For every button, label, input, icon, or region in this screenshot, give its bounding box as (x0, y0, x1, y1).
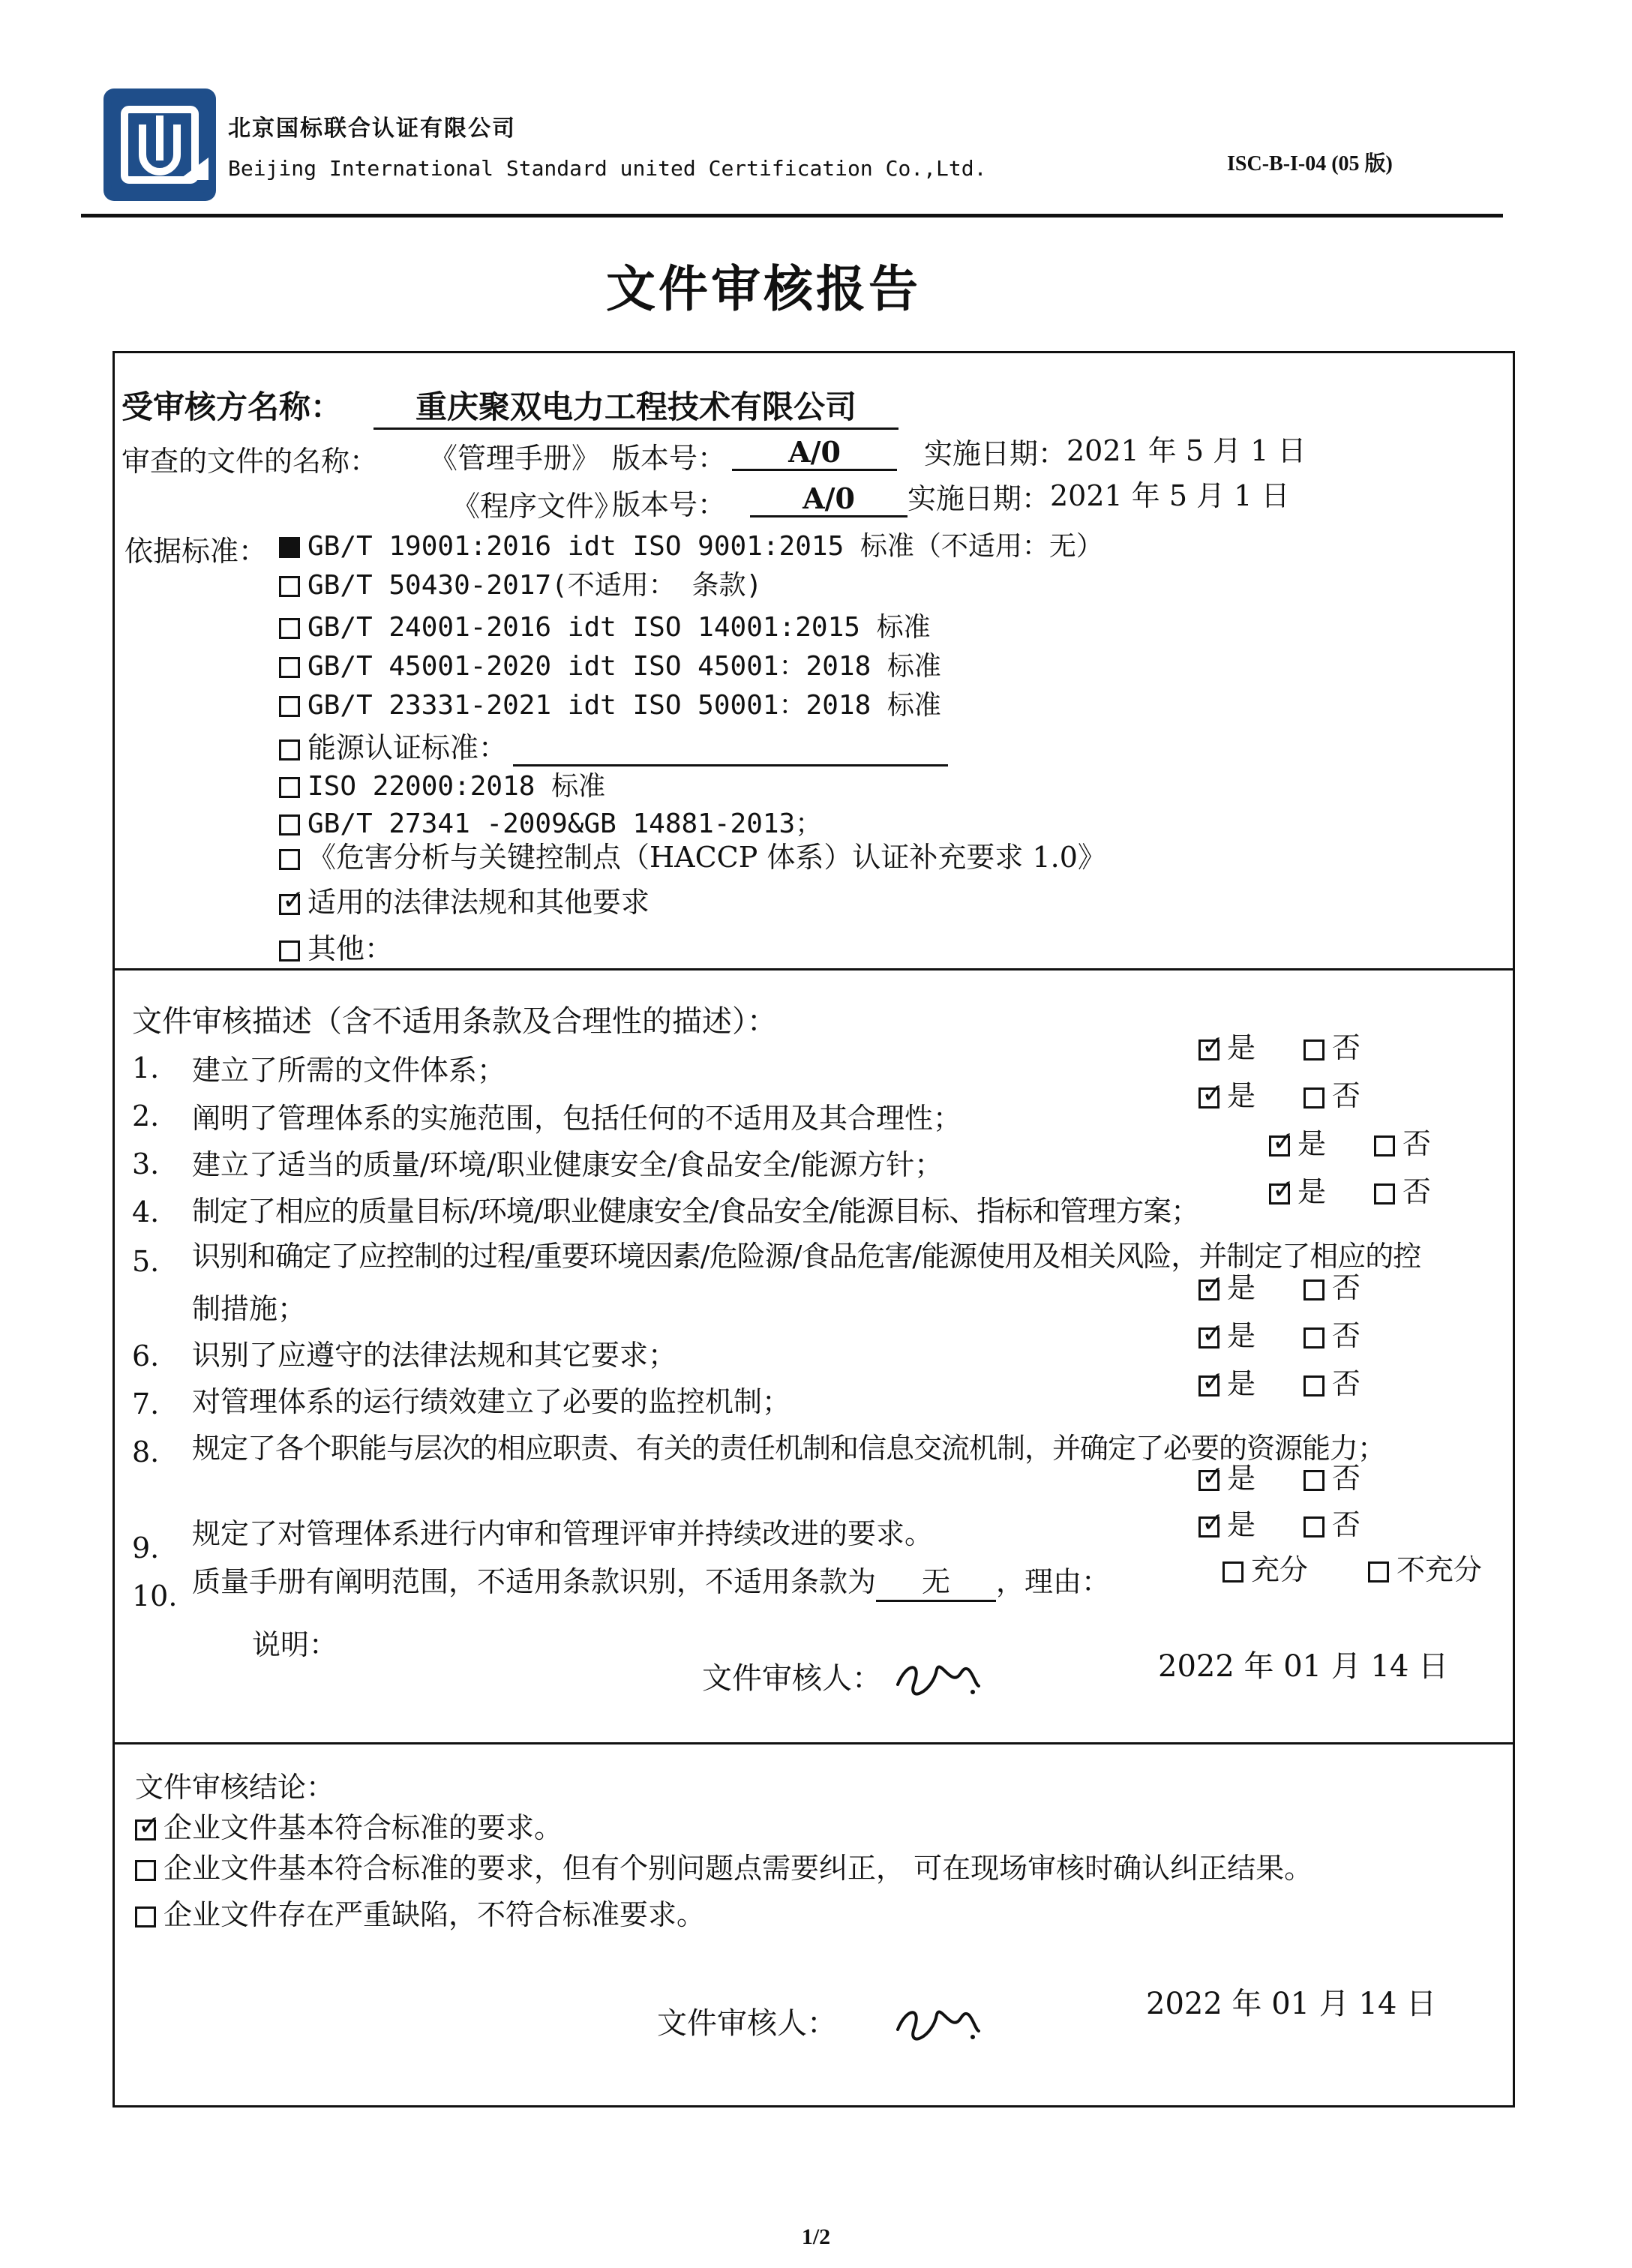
page-title: 文件审核报告 (606, 260, 921, 318)
conclusion-option[interactable]: 企业文件存在严重缺陷，不符合标准要求。 (135, 1892, 705, 1933)
standard-item[interactable]: GB/T 27341 -2009&GB 14881-2013； (279, 802, 822, 841)
checkbox-checked-icon (1269, 1184, 1290, 1204)
manual-version-label: 版本号： (612, 442, 727, 475)
checkbox-checked-icon (1198, 1088, 1220, 1108)
checkbox-checked-icon (1198, 1470, 1220, 1491)
checkbox-icon (279, 849, 300, 870)
procedure-version-field (750, 482, 908, 518)
yes-no-choice[interactable]: ✓是 否 (1269, 1168, 1431, 1210)
standard-item[interactable]: GB/T 50430-2017(不适用： 条款) (279, 564, 762, 602)
checkbox-icon (279, 814, 300, 836)
review-item-text: 建立了所需的文件体系； (192, 1054, 506, 1087)
procedure-name: 《程序文件》 (452, 490, 623, 523)
review-heading: 文件审核描述（含不适用条款及合理性的描述）： (132, 1004, 777, 1039)
checkbox-icon (1304, 1376, 1324, 1396)
checkbox-icon (279, 576, 300, 597)
conclusion-option[interactable]: ✓企业文件基本符合标准的要求。 (135, 1804, 562, 1846)
sufficiency-choice[interactable]: 充分 不充分 (1222, 1546, 1482, 1588)
manual-name: 《管理手册》 (429, 442, 601, 475)
review-item-number: 9. (132, 1532, 160, 1564)
org-name-cn: 北京国标联合认证有限公司 (228, 116, 516, 142)
checkbox-icon (279, 618, 300, 639)
auditee-name-field (374, 382, 898, 430)
header-divider (81, 214, 1503, 218)
docs-label: 审查的文件的名称： (122, 445, 379, 478)
handwritten-signature (892, 1654, 982, 1707)
review-item-number: 3. (132, 1148, 160, 1180)
checkbox-icon (1374, 1136, 1395, 1156)
checkbox-icon (135, 1906, 156, 1928)
procedure-date: 2021 年 5 月 1 日 (1050, 479, 1290, 512)
checkbox-icon (1304, 1088, 1324, 1108)
review-item-number: 5. (132, 1245, 160, 1278)
conclusion-option[interactable]: 企业文件基本符合标准的要求，但有个别问题点需要纠正， 可在现场审核时确认纠正结果。 (135, 1845, 1312, 1886)
procedure-date-label: 实施日期： (908, 482, 1051, 515)
yes-no-choice[interactable]: ✓是 否 (1198, 1312, 1360, 1354)
review-item-number: 1. (132, 1052, 160, 1084)
review-item-text: 识别和确定了应控制的过程/重要环境因素/危险源/食品危害/能源使用及相关风险，并制定了相应的控 (192, 1240, 1421, 1273)
checkbox-icon (1304, 1470, 1324, 1491)
review-item-text: 阐明了管理体系的实施范围，包括任何的不适用及其合理性； (192, 1102, 962, 1135)
signer-label: 文件审核人： (702, 1661, 882, 1696)
yes-no-choice[interactable]: ✓是 否 (1269, 1120, 1431, 1162)
standard-item[interactable]: 其他： (279, 926, 393, 967)
review-item-number: 8. (132, 1436, 160, 1468)
yes-no-choice[interactable]: ✓是 否 (1198, 1264, 1360, 1306)
review-item-text: 制定了相应的质量目标/环境/职业健康安全/食品安全/能源目标、指标和管理方案； (192, 1195, 1199, 1228)
standard-item[interactable]: 《危害分析与关键控制点（HACCP 体系）认证补充要求 1.0》 (279, 834, 1106, 875)
standard-item[interactable]: ISO 22000:2018 标准 (279, 765, 605, 803)
review-date: 2022 年 01 月 14 日 (1158, 1649, 1449, 1684)
signer-label: 文件审核人： (657, 2006, 837, 2041)
checkbox-icon (279, 777, 300, 798)
standard-item[interactable]: ✓适用的法律法规和其他要求 (279, 879, 650, 920)
manual-version: A/0 (732, 435, 897, 471)
checkbox-checked-icon (1198, 1376, 1220, 1396)
review-item-number: 10. (132, 1580, 178, 1612)
standard-item[interactable]: GB/T 19001:2016 idt ISO 9001:2015 标准（不适用：无） (279, 525, 1103, 563)
review-item-text: 规定了对管理体系进行内审和管理评审并持续改进的要求。 (192, 1517, 934, 1550)
conclusion-signature (657, 2000, 982, 2052)
review-item-text-continued: 制措施； (192, 1292, 307, 1325)
yes-no-choice[interactable]: ✓是 否 (1198, 1024, 1360, 1066)
energy-standard-blank[interactable] (513, 731, 948, 766)
checkbox-icon (1304, 1040, 1324, 1060)
checkbox-checked-icon (1198, 1040, 1220, 1060)
auditee-name: 重庆聚双电力工程技术有限公司 (374, 382, 898, 430)
conclusion-date: 2022 年 01 月 14 日 (1146, 1987, 1437, 2021)
standard-item[interactable]: GB/T 23331-2021 idt ISO 50001：2018 标准 (279, 684, 941, 722)
checkbox-checked-icon (135, 1820, 156, 1840)
yes-no-choice[interactable]: ✓是 否 (1198, 1072, 1360, 1114)
standard-item[interactable]: GB/T 24001-2016 idt ISO 14001:2015 标准 (279, 606, 931, 644)
review-signature (702, 1654, 982, 1707)
procedure-version: A/0 (750, 482, 908, 518)
manual-version-field (732, 435, 897, 471)
review-item-text: 规定了各个职能与层次的相应职责、有关的责任机制和信息交流机制，并确定了必要的资源能力； (192, 1432, 1386, 1465)
checkbox-checked-icon (1198, 1328, 1220, 1348)
checkbox-checked-icon (279, 894, 300, 915)
review-item-number: 7. (132, 1388, 160, 1420)
checkbox-icon (1304, 1280, 1324, 1300)
checkbox-icon (279, 657, 300, 678)
checkbox-checked-icon (1198, 1516, 1220, 1538)
conclusion-heading: 文件审核结论： (135, 1771, 335, 1804)
note-label: 说明： (252, 1628, 338, 1661)
not-applicable-clause-field[interactable]: 无 (876, 1558, 996, 1602)
review-item-text: 对管理体系的运行绩效建立了必要的监控机制； (192, 1385, 791, 1418)
yes-no-choice[interactable]: ✓是 否 (1198, 1360, 1360, 1402)
handwritten-signature (892, 2000, 982, 2052)
yes-no-choice[interactable]: ✓ 是 否 (1198, 1502, 1360, 1543)
form-code: ISC-B-I-04 (05 版) (1227, 152, 1393, 176)
checkbox-checked-icon (1198, 1280, 1220, 1300)
standard-item[interactable]: 能源认证标准： (279, 724, 948, 766)
procedure-version-label: 版本号： (612, 488, 727, 521)
manual-date-label: 实施日期： (924, 437, 1067, 470)
checkbox-icon (1374, 1184, 1395, 1204)
company-logo-icon (104, 88, 216, 201)
checkbox-icon (1368, 1562, 1389, 1582)
standards-label: 依据标准： (124, 535, 268, 568)
review-item-text: 质量手册有阐明范围，不适用条款识别，不适用条款为 无 ，理由： (192, 1558, 1110, 1602)
review-item-number: 6. (132, 1340, 160, 1372)
org-name-en: Beijing International Standard united Certification Co.,Ltd. (228, 156, 987, 181)
manual-date: 2021 年 5 月 1 日 (1066, 434, 1306, 467)
checkbox-icon (1222, 1562, 1244, 1582)
review-item-text: 识别了应遵守的法律法规和其它要求； (192, 1339, 677, 1372)
checkbox-icon (279, 940, 300, 962)
checkbox-icon (1304, 1328, 1324, 1348)
checkbox-icon (279, 696, 300, 717)
review-item-text: 建立了适当的质量/环境/职业健康安全/食品安全/能源方针； (192, 1148, 944, 1181)
yes-no-choice[interactable]: ✓是 否 (1198, 1455, 1360, 1496)
checkbox-icon (279, 740, 300, 760)
checkbox-filled-icon (279, 537, 300, 558)
auditee-label: 受审核方名称： (122, 388, 343, 425)
checkbox-icon (135, 1860, 156, 1881)
standard-item[interactable]: GB/T 45001-2020 idt ISO 45001：2018 标准 (279, 645, 941, 683)
checkbox-icon (1304, 1516, 1324, 1538)
review-item-number: 2. (132, 1100, 160, 1132)
checkbox-checked-icon (1269, 1136, 1290, 1156)
review-item-number: 4. (132, 1196, 160, 1228)
page-number: 1/2 (801, 2224, 831, 2249)
